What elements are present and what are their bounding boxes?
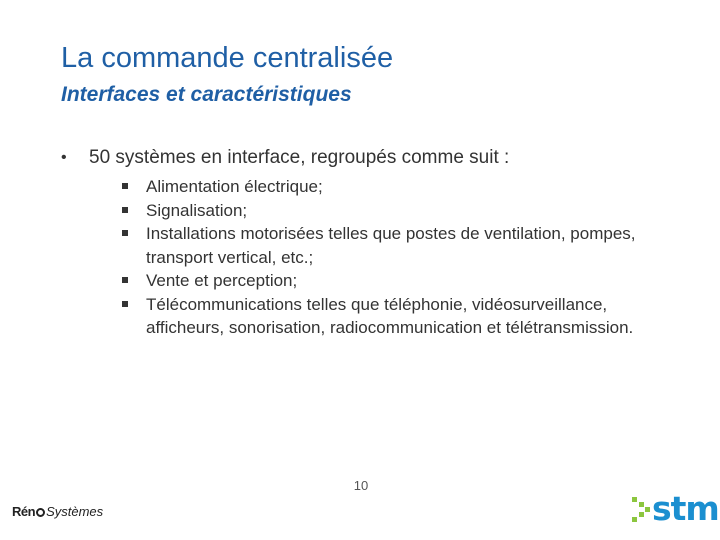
bullet-dot-icon: • xyxy=(61,149,67,166)
main-bullet xyxy=(61,145,681,171)
slide-title: La commande centralisée xyxy=(61,42,394,74)
stm-arrow-icon xyxy=(630,494,654,524)
square-bullet-icon xyxy=(122,230,128,236)
list-item-text: Télécommunications telles que téléphonie, vidéosurveillance, afficheurs, sonorisation, radiocommunication et télétransmission. xyxy=(146,294,634,337)
sub-bullet-list xyxy=(61,175,681,340)
list-item-text: Signalisation; xyxy=(146,200,248,220)
stm-logo xyxy=(630,489,719,528)
logo-left-part1: Rén xyxy=(12,504,36,519)
list-item-text: Vente et perception; xyxy=(146,271,298,290)
list-item-text: Alimentation électrique; xyxy=(146,177,323,196)
stm-wordmark: stm xyxy=(652,489,719,528)
square-bullet-icon xyxy=(122,183,128,189)
square-bullet-icon xyxy=(122,277,128,283)
square-bullet-icon xyxy=(122,207,128,213)
main-bullet-text: 50 systèmes en interface, regroupés comme suit : xyxy=(89,147,510,168)
slide-content xyxy=(61,145,681,340)
list-item-text: Installations motorisées telles que postes de ventilation, pompes, transport vertical, etc.; xyxy=(146,224,636,267)
list-item xyxy=(122,199,681,223)
list-item xyxy=(122,222,681,269)
renosystemes-logo xyxy=(12,504,103,519)
list-item xyxy=(122,269,681,293)
logo-left-part2: Systèmes xyxy=(46,504,104,519)
page-number: 10 xyxy=(353,478,369,493)
square-bullet-icon xyxy=(122,301,128,307)
list-item xyxy=(122,175,681,199)
slide-subtitle: Interfaces et caractéristiques xyxy=(61,83,352,106)
list-item xyxy=(122,293,681,340)
logo-ring-icon xyxy=(36,508,45,517)
